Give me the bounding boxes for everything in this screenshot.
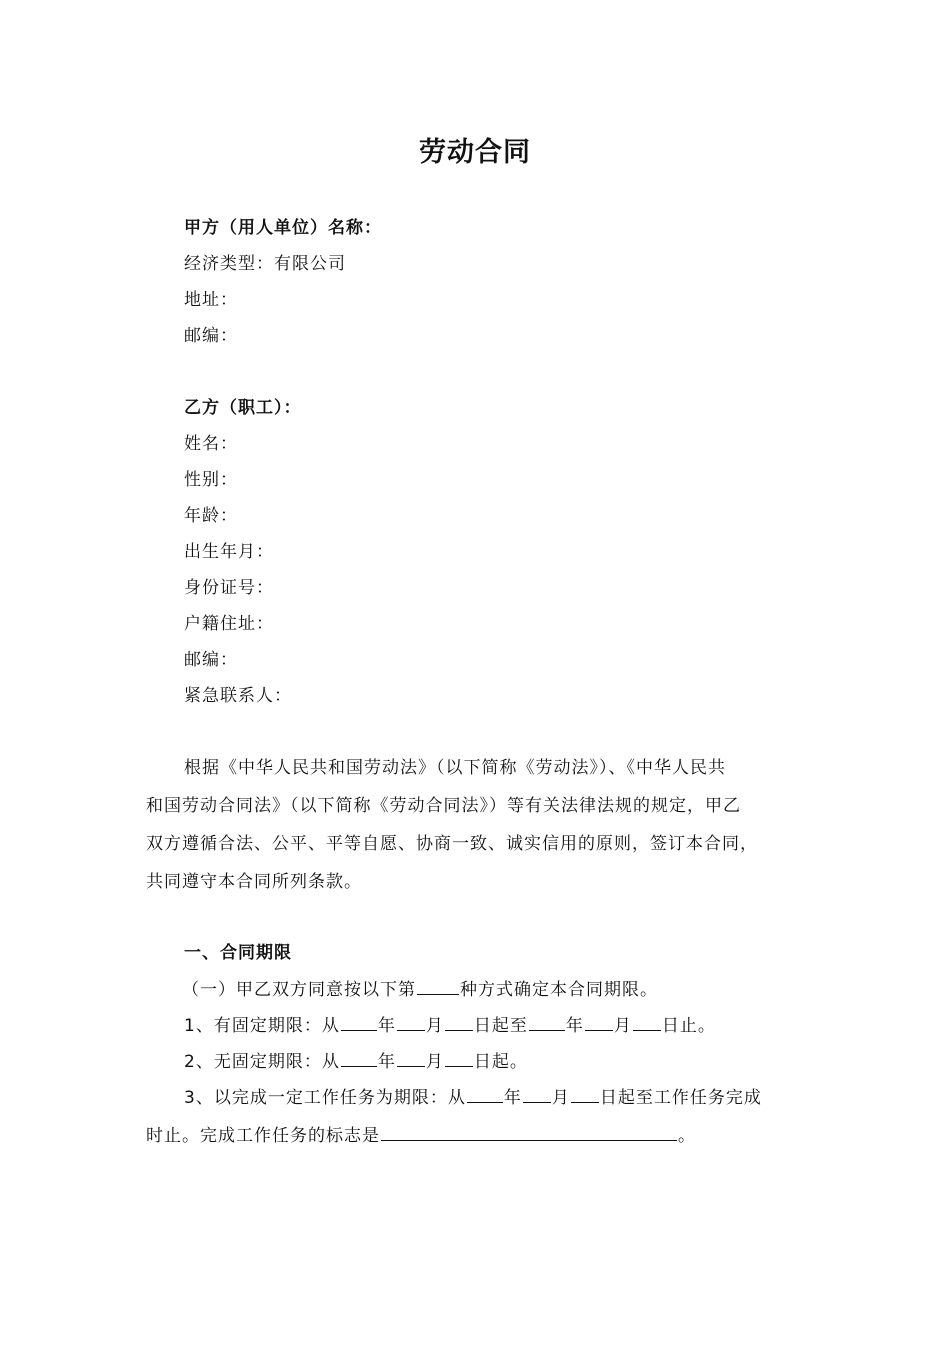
party-b-household: 户籍住址： [184,614,274,634]
fixed-start-month-blank[interactable] [397,1014,425,1031]
intro-line-4: 共同遵守本合同所列条款。 [146,872,362,892]
party-b-age: 年龄： [184,506,238,526]
task-term-line [184,1086,762,1109]
fixed-term-line [184,1014,716,1037]
fixed-start-day-blank[interactable] [445,1014,473,1031]
task-term-tail: 日起至工作任务完成 [599,1088,762,1108]
fixed-end-year-blank[interactable] [529,1014,565,1031]
month-label: 月 [613,1016,632,1036]
task-start-month-blank[interactable] [523,1086,551,1103]
year-label: 年 [377,1016,396,1036]
intro-line-2: 和国劳动合同法》（以下简称《劳动合同法》）等有关法律法规的规定，甲乙 [146,796,741,816]
month-label: 月 [425,1052,444,1072]
party-b-postcode: 邮编： [184,650,238,670]
task-term-label: 3、以完成一定工作任务为期限：从 [184,1088,466,1108]
party-b-gender: 性别： [184,470,238,490]
party-b-name: 姓名： [184,434,238,454]
month-label: 月 [425,1016,444,1036]
intro-line-1: 根据《中华人民共和国劳动法》（以下简称《劳动法》）、《中华人民共 [184,758,726,778]
method-number-blank[interactable] [417,978,459,995]
month-label: 月 [551,1088,570,1108]
intro-line-3: 双方遵循合法、公平、平等自愿、协商一致、诚实信用的原则，签订本合同， [146,834,758,854]
day-start-label: 日起。 [473,1052,528,1072]
party-b-heading: 乙方（职工）： [184,398,302,418]
task-completion-label: 时止。完成工作任务的标志是 [146,1126,380,1146]
period-mark: 。 [678,1126,696,1146]
party-a-economic-type: 经济类型：有限公司 [184,254,346,274]
open-start-month-blank[interactable] [397,1050,425,1067]
page-title: 劳动合同 [419,137,531,168]
open-start-day-blank[interactable] [445,1050,473,1067]
task-start-day-blank[interactable] [571,1086,599,1103]
task-start-year-blank[interactable] [467,1086,503,1103]
open-term-label: 2、无固定期限：从 [184,1052,340,1072]
party-b-birth: 出生年月： [184,542,274,562]
year-label: 年 [377,1052,396,1072]
task-completion-line [146,1124,696,1147]
year-label: 年 [503,1088,522,1108]
party-b-id-number: 身份证号： [184,578,274,598]
fixed-term-label: 1、有固定期限：从 [184,1016,340,1036]
day-from-to-label: 日起至 [473,1016,528,1036]
open-start-year-blank[interactable] [341,1050,377,1067]
fixed-end-month-blank[interactable] [585,1014,613,1031]
term-method-pre: （一）甲乙双方同意按以下第 [182,980,416,1000]
task-completion-mark-blank[interactable] [381,1124,677,1141]
party-b-emergency-contact: 紧急联系人： [184,686,292,706]
term-method-line [182,978,658,1001]
open-term-line [184,1050,528,1073]
day-end-label: 日止。 [661,1016,716,1036]
party-a-postcode: 邮编： [184,326,238,346]
term-method-post: 种方式确定本合同期限。 [460,980,658,1000]
fixed-start-year-blank[interactable] [341,1014,377,1031]
party-a-heading: 甲方（用人单位）名称： [184,218,382,238]
party-a-address: 地址： [184,290,238,310]
fixed-end-day-blank[interactable] [633,1014,661,1031]
section-1-heading: 一、合同期限 [184,943,292,963]
year-label: 年 [565,1016,584,1036]
